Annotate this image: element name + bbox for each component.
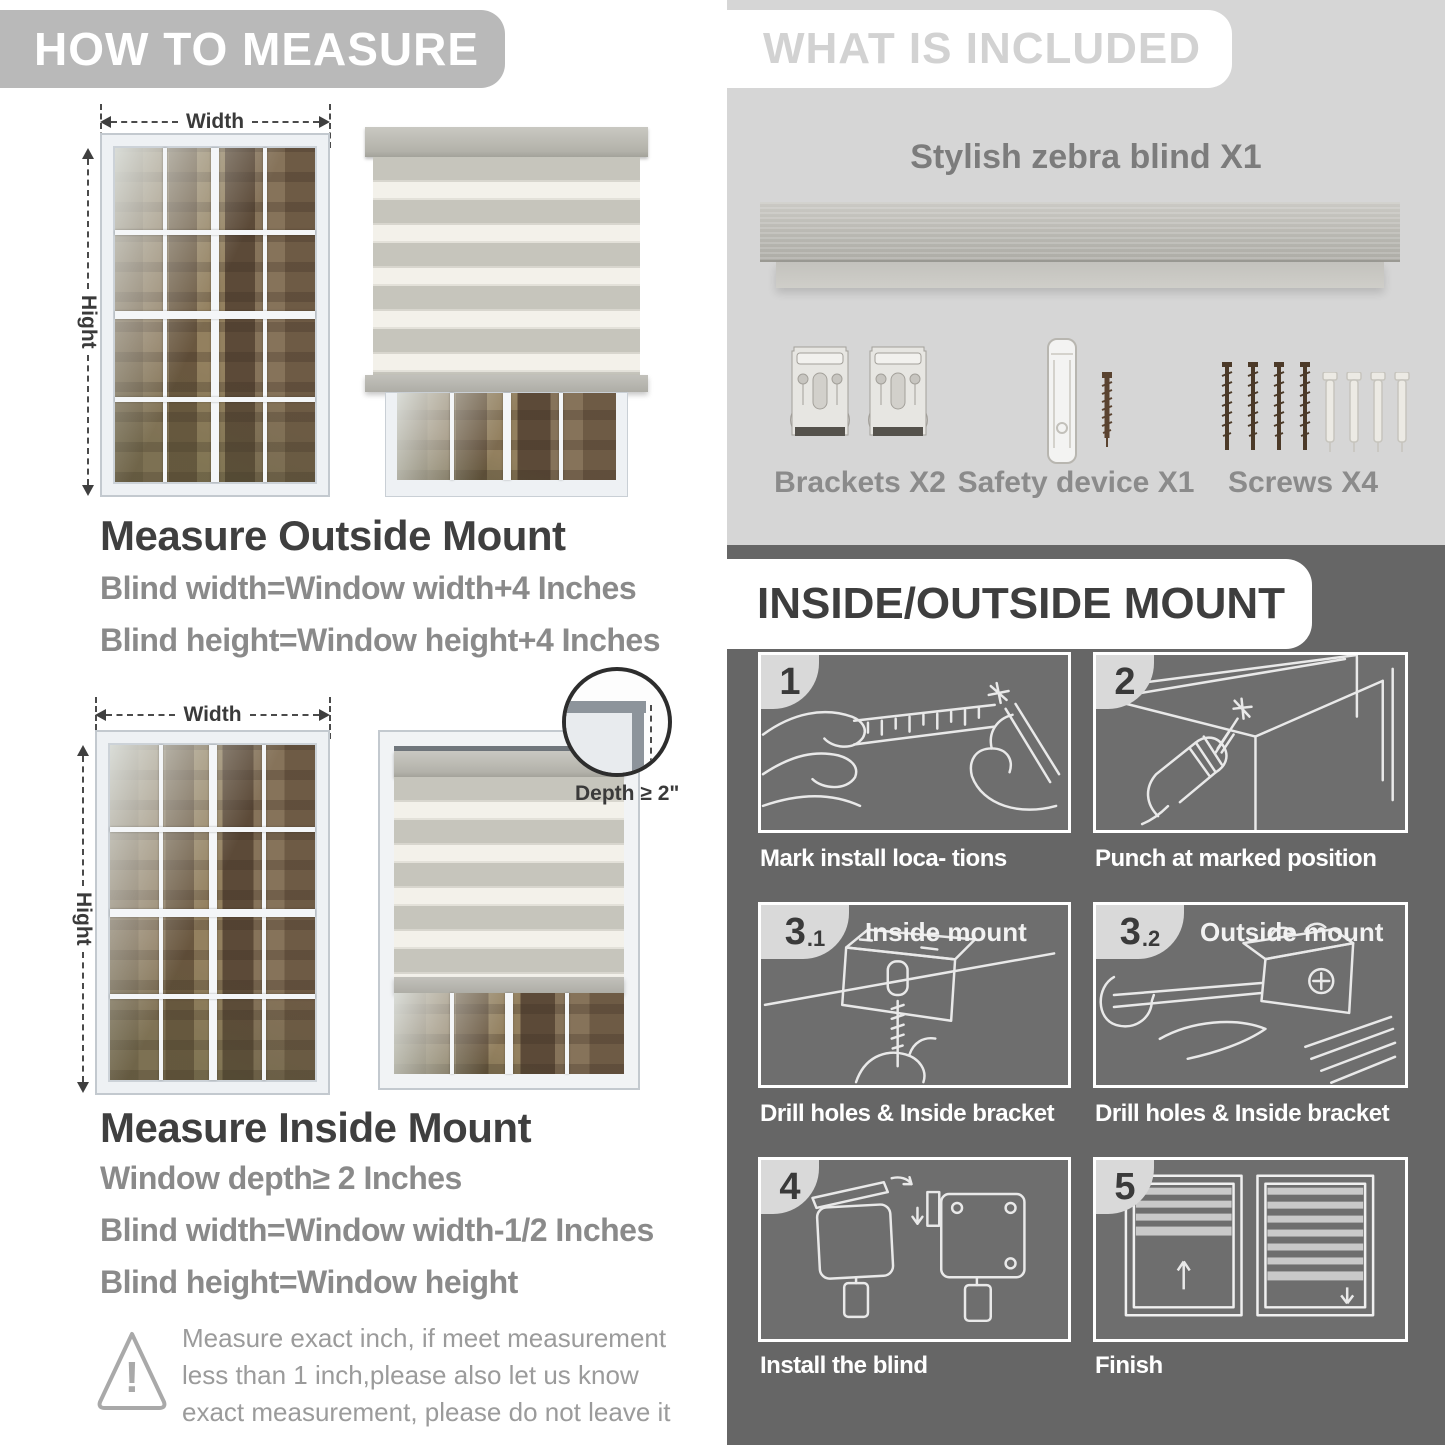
warning-triangle-icon xyxy=(95,1328,169,1412)
badge-number: 3 xyxy=(784,911,806,953)
step-panel-2 xyxy=(1093,652,1408,833)
anchors-part xyxy=(1322,372,1410,463)
step-caption-3-2: Drill holes & Inside bracket xyxy=(1095,1100,1390,1127)
what-is-included-banner xyxy=(727,10,1232,88)
brackets-label: Brackets X2 xyxy=(774,466,946,499)
outside-width-formula: Blind width=Window width+4 Inches xyxy=(100,570,637,606)
muntin xyxy=(450,393,454,480)
badge-subnumber: .2 xyxy=(1141,926,1161,951)
step-caption-5: Finish xyxy=(1095,1352,1163,1379)
muntin xyxy=(110,994,315,999)
height-arrow-inside xyxy=(71,745,95,1093)
depth-detail-magnifier xyxy=(562,667,672,777)
how-to-measure-banner xyxy=(0,10,505,88)
safety-device-part xyxy=(1042,336,1086,473)
width-arrow-outside xyxy=(100,110,330,134)
frame-corner-fill xyxy=(562,713,632,777)
heading-text: Measure Inside Mount xyxy=(100,1104,532,1151)
depth-label: Depth ≥ 2" xyxy=(575,782,680,805)
window-photo xyxy=(110,745,315,1080)
muntin xyxy=(115,230,315,235)
height-label: Hight xyxy=(77,295,100,349)
step-title: Outside mount xyxy=(1200,917,1384,947)
badge-subnumber: .1 xyxy=(806,926,826,951)
screws-part xyxy=(1218,362,1314,467)
arrow-down-icon xyxy=(77,1082,89,1093)
inside-height-formula: Blind height=Window height xyxy=(100,1264,518,1300)
inside-width-formula: Blind width=Window width-1/2 Inches xyxy=(100,1212,654,1248)
badge-number: 1 xyxy=(779,661,801,703)
window-inside-mount xyxy=(95,730,330,1095)
muntin xyxy=(110,909,315,917)
muntin xyxy=(559,393,563,480)
step-title: Inside mount xyxy=(865,917,1027,947)
muntin xyxy=(565,993,569,1074)
window-photo xyxy=(397,393,616,480)
blind-cassette xyxy=(365,127,648,157)
inside-outside-mount-banner xyxy=(727,559,1312,649)
step-panel-5 xyxy=(1093,1157,1408,1342)
window-photo xyxy=(115,148,315,482)
inside-outside-mount-title: INSIDE/OUTSIDE MOUNT xyxy=(757,579,1286,628)
zebra-blind-outside-mount xyxy=(365,127,648,497)
what-is-included-title: WHAT IS INCLUDED xyxy=(763,24,1202,73)
step-panel-3-1 xyxy=(758,902,1071,1088)
muntin xyxy=(450,993,454,1074)
outside-height-formula: Blind height=Window height+4 Inches xyxy=(100,622,661,658)
step-panel-4 xyxy=(758,1157,1071,1342)
step-caption-4: Install the blind xyxy=(760,1352,928,1379)
blind-fabric xyxy=(373,157,640,375)
how-to-measure-title: HOW TO MEASURE xyxy=(34,23,480,75)
safety-device-label: Safety device X1 xyxy=(957,466,1195,499)
muntin xyxy=(110,827,315,832)
measure-note: Measure exact inch, if meet measurement less than 1 inch,please also let us know exact measurement, please do not leave it xyxy=(182,1323,671,1427)
safety-screw-part xyxy=(1098,372,1116,453)
step-panel-3-2 xyxy=(1093,902,1408,1088)
height-label: Hight xyxy=(72,892,95,946)
blind-headrail xyxy=(760,202,1400,262)
included-blind-label: Stylish zebra blind X1 xyxy=(910,138,1262,176)
step-panel-1 xyxy=(758,652,1071,833)
width-label: Width xyxy=(185,110,245,133)
height-arrow-outside xyxy=(76,148,100,496)
frame-corner-bar xyxy=(632,701,644,777)
muntin xyxy=(115,311,315,319)
window-outside-mount xyxy=(100,133,330,497)
step-caption-3-1: Drill holes & Inside bracket xyxy=(760,1100,1055,1127)
screws-label: Screws X4 xyxy=(1227,466,1379,499)
blind-headrail-lip xyxy=(776,262,1384,288)
arrow-down-icon xyxy=(82,485,94,496)
window-under-blind xyxy=(385,392,628,497)
depth-dashed-line xyxy=(650,705,652,775)
step-caption-1: Mark install loca- tions xyxy=(760,845,1007,872)
arrow-up-icon xyxy=(82,148,94,159)
width-label: Width xyxy=(183,703,242,726)
badge-number: 5 xyxy=(1114,1166,1136,1208)
bracket-part xyxy=(866,343,930,454)
badge-number: 2 xyxy=(1114,661,1136,703)
muntin xyxy=(505,993,513,1074)
arrow-up-icon xyxy=(77,745,89,756)
width-arrow-inside xyxy=(95,703,330,727)
step-caption-2: Punch at marked position xyxy=(1095,845,1377,872)
svg-text:!: ! xyxy=(124,1353,140,1402)
heading-text: Measure Outside Mount xyxy=(100,512,566,559)
badge-number: 4 xyxy=(779,1166,801,1208)
badge-number: 3 xyxy=(1119,911,1141,953)
window-photo xyxy=(394,993,624,1074)
muntin xyxy=(503,393,511,480)
bracket-part xyxy=(788,343,852,454)
inside-depth-formula: Window depth≥ 2 Inches xyxy=(100,1160,462,1196)
blind-bottom-rail xyxy=(365,375,648,392)
inside-mount-heading xyxy=(100,1104,531,1152)
muntin xyxy=(115,397,315,402)
blind-fabric xyxy=(394,777,624,977)
outside-mount-heading xyxy=(100,512,566,560)
blind-bottom-rail xyxy=(394,977,624,993)
